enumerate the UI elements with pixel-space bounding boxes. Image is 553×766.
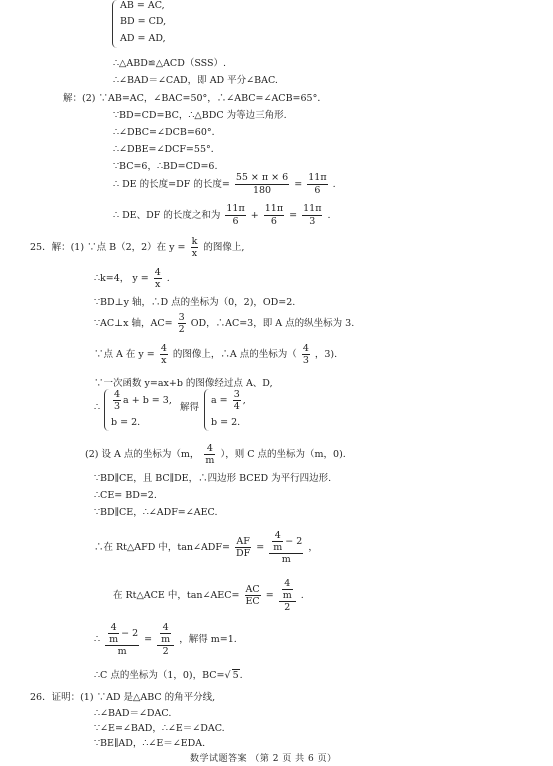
compound-fraction: $\frac{\frac{4}{m}}{2}$ bbox=[157, 622, 174, 657]
text-line: ∴CE= BD=2. bbox=[94, 490, 157, 501]
fraction: $\frac{4}{3}$ bbox=[302, 343, 309, 366]
compound-fraction: $\frac{4}{m}$ − 2 m bbox=[269, 530, 303, 565]
solution-system: a = $\frac{3}{4}$ , b = 2. bbox=[204, 389, 264, 431]
equation-system-label: ∴ bbox=[94, 402, 101, 413]
text-line: ∵BD⊥y 轴，∴D 点的坐标为（0，2)，OD=2. bbox=[94, 297, 296, 308]
text-line: ∵BD∥CE，且 BC∥DE，∴四边形 BCED 为平行四边形. bbox=[94, 473, 332, 484]
fraction: $\frac{4}{x}$ bbox=[154, 267, 161, 290]
equation-system: $\frac{4}{3}$ a + b = 3, b = 2. bbox=[104, 389, 174, 431]
brace bbox=[112, 0, 118, 48]
problem-25-heading: 25．解：(1) ∵点 B（2，2）在 y = $\frac{k}{x}$ 的图像上, bbox=[30, 236, 245, 259]
text-line: ∴k=4， y = $\frac{4}{x}$ . bbox=[94, 267, 170, 290]
fraction: $\frac{11\pi}{3}$ bbox=[303, 203, 322, 227]
congruence-conditions bbox=[112, 0, 192, 48]
arc-sum-line: ∴ DE、DF 的长度之和为 $\frac{11\pi}{6}$ + $\frac{11\pi}{6}$ = $\frac{11\pi}{3}$ . bbox=[113, 203, 331, 227]
fraction: $\frac{k}{x}$ bbox=[191, 236, 198, 259]
text-line: (2) 设 A 点的坐标为（m， $\frac{4}{m}$ ），则 C 点的坐标为（m，0). bbox=[85, 443, 346, 466]
sqrt-icon: √ bbox=[224, 670, 231, 681]
fraction: $\frac{4}{x}$ bbox=[160, 343, 167, 366]
condition-ad-ad: AD = AD, bbox=[120, 33, 166, 44]
text-line: 在 Rt△ACE 中，tan∠AEC= $\frac{AC}{EC}$ = $\frac{\frac{4}{m}}{2}$ . bbox=[113, 578, 304, 613]
text-line: ∴在 Rt△AFD 中，tan∠ADF= $\frac{AF}{DF}$ = $\frac{4}{m}$ − 2 m ， bbox=[94, 530, 318, 565]
fraction: $\frac{3}{2}$ bbox=[178, 312, 185, 335]
fraction: $\frac{AC}{EC}$ bbox=[245, 584, 260, 607]
text-line: 解得 bbox=[180, 402, 200, 413]
fraction: $\frac{4}{3}$ bbox=[114, 389, 121, 412]
text-line: ∵AC⊥x 轴，AC= $\frac{3}{2}$ OD，∴AC=3，即 A 点的纵坐标为 3. bbox=[94, 312, 355, 335]
text-line: 解：(2) ∵AB=AC，∠BAC=50°，∴∠ABC=∠ACB=65°． bbox=[63, 93, 327, 104]
text-line: ∵BC=6，∴BD=CD=6. bbox=[113, 161, 218, 172]
text-line: ∵BD∥CE，∴∠ADF=∠AEC. bbox=[94, 507, 218, 518]
text-line: ∵∠E=∠BAD，∴∠E＝∠DAC. bbox=[94, 723, 225, 734]
text-line: ∴∠BAD＝∠DAC. bbox=[94, 708, 172, 719]
text-line: ∵BD=CD=BC，∴△BDC 为等边三角形. bbox=[113, 110, 287, 121]
text-line: ∴C 点的坐标为（1，0)，BC=√ 5. bbox=[94, 670, 243, 681]
condition-bd-cd: BD = CD, bbox=[120, 16, 167, 27]
brace bbox=[204, 389, 210, 431]
fraction: $\frac{55 \times \pi \times 6}{180}$ bbox=[235, 172, 289, 196]
arc-length-line: ∴ DE 的长度=DF 的长度= $\frac{55 \times \pi \times 6}{180}$ = $\frac{11\pi}{6}$ . bbox=[113, 172, 336, 196]
condition-ab-ac: AB = AC, bbox=[120, 0, 165, 11]
fraction: $\frac{4}{m}$ bbox=[205, 443, 215, 466]
fraction: $\frac{11\pi}{6}$ bbox=[308, 172, 327, 196]
text-line: ∴∠BAD＝∠CAD，即 AD 平分∠BAC. bbox=[113, 75, 278, 86]
fraction: $\frac{11\pi}{6}$ bbox=[226, 203, 245, 227]
problem-26-heading: 26．证明：(1) ∵AD 是△ABC 的角平分线, bbox=[30, 692, 216, 703]
text-line: ∴ $\frac{4}{m}$ − 2 m = $\frac{\frac{4}{m}}{2}$ ，解得 m=1. bbox=[94, 622, 237, 657]
fraction: $\frac{AF}{DF}$ bbox=[236, 536, 251, 559]
compound-fraction: $\frac{\frac{4}{m}}{2}$ bbox=[279, 578, 296, 613]
text-line: ∵点 A 在 y = $\frac{4}{x}$ 的图像上，∴A 点的坐标为（ $\frac{4}{3}$ ，3). bbox=[94, 343, 338, 366]
fraction: $\frac{11\pi}{6}$ bbox=[264, 203, 284, 227]
text-line: ∵一次函数 y=ax+b 的图像经过点 A、D, bbox=[94, 378, 273, 389]
fraction: $\frac{3}{4}$ bbox=[233, 389, 240, 412]
text-line: ∴∠DBC=∠DCB=60°． bbox=[113, 127, 222, 138]
compound-fraction: $\frac{4}{m}$ − 2 m bbox=[105, 622, 139, 657]
brace bbox=[104, 389, 110, 431]
radicand: 5 bbox=[232, 670, 239, 681]
page-footer: 数学试题答案 （第 2 页 共 6 页） bbox=[190, 754, 337, 764]
text-line: ∴∠DBE=∠DCF=55°． bbox=[113, 144, 221, 155]
text-line: ∵BE∥AD，∴∠E＝∠EDA. bbox=[94, 738, 206, 749]
text-line: ∴△ABD≌△ACD（SSS）. bbox=[113, 58, 227, 69]
